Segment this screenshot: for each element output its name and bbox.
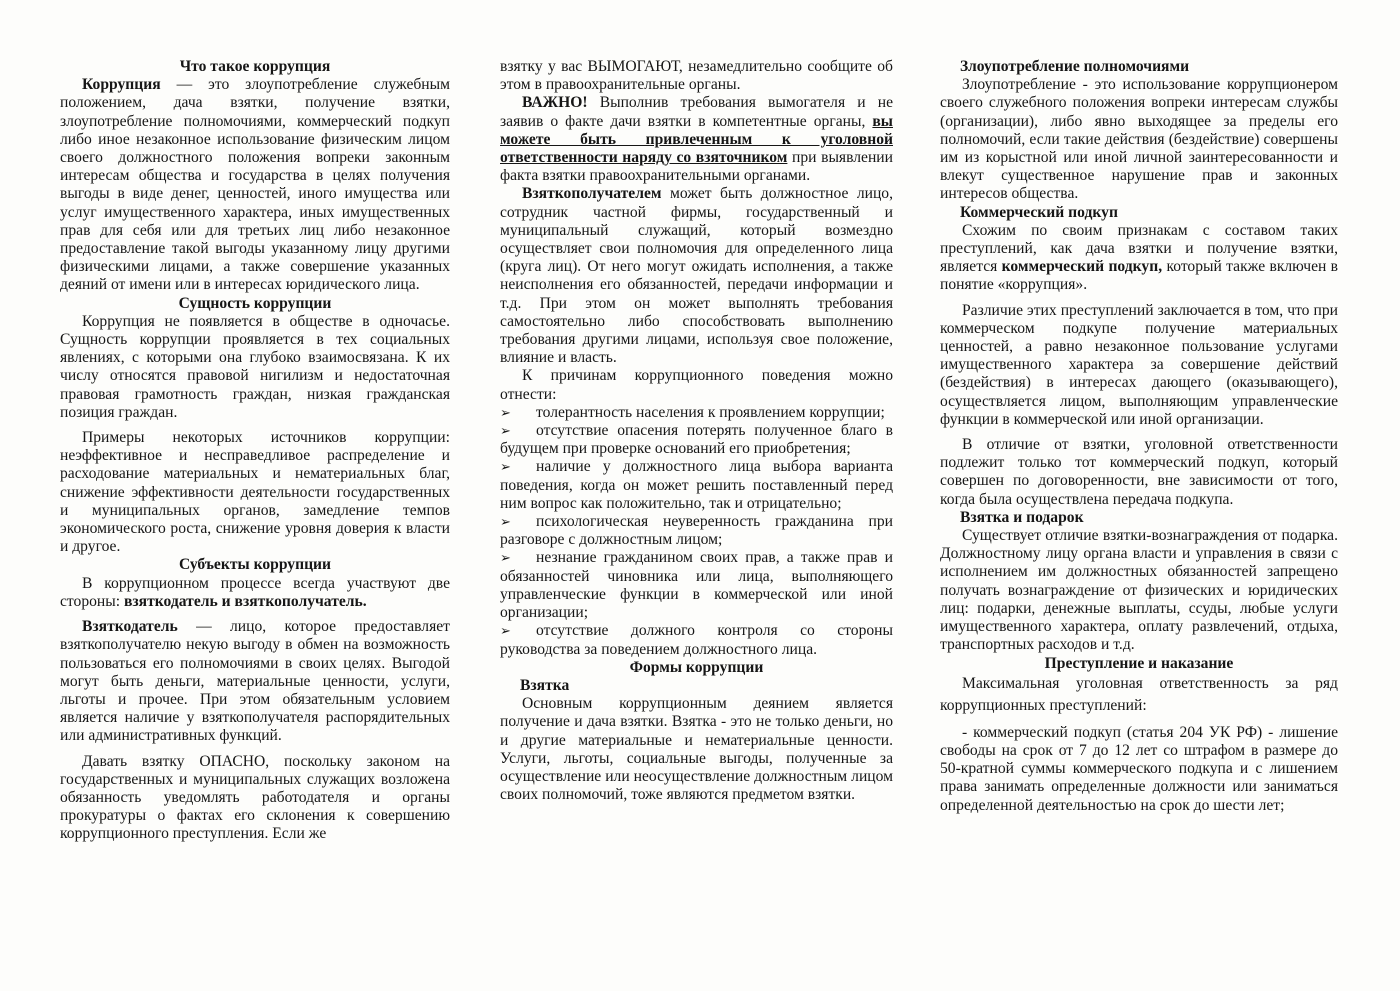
heading-subjects: Субъекты коррупции: [178, 556, 332, 574]
paragraph-causes-intro: К причинам коррупционного поведения можно отнести:: [500, 367, 893, 403]
bold-text: взяткодатель и взяткополучатель.: [123, 592, 367, 610]
column-3: [940, 58, 1338, 815]
paragraph-essence: Коррупция не появляется в обществе в одночасье. Сущность коррупции проявляется в тех социальных явлениях, с которыми она глубоко взаимосвязана. К их числу относятся правовой нигилизм и недостаточная правовая грамотность граждан, низкая гражданская позиция граждан.: [60, 312, 450, 421]
important-label: ВАЖНО!: [522, 94, 588, 112]
heading-what-is-corruption: Что такое коррупция: [179, 58, 331, 75]
arrow-bullet-icon: ➢: [500, 404, 511, 420]
arrow-bullet-icon: ➢: [500, 459, 511, 475]
list-item-text: толерантность населения к проявлением коррупции;: [536, 403, 885, 421]
paragraph-bribe: Основным коррупционным деянием является получение и дача взятки. Взятка - это не только деньги, но и другие материальные и нематериальные ценности. Услуги, льготы, социальные выгоды, полученные за осуществление или неосуществление должностным лицом своих полномочий, тоже являются предметом взятки.: [500, 695, 893, 804]
paragraph-corruption-definition: [60, 76, 450, 294]
term-briber: Взяткодатель: [82, 618, 178, 636]
heading-crime-and-punishment: Преступление и наказание: [1044, 654, 1234, 672]
paragraph-important: [500, 94, 893, 185]
paragraph-bribe-taker: [500, 185, 893, 367]
arrow-bullet-icon: ➢: [500, 423, 511, 439]
paragraph-extortion: взятку у вас ВЫМОГАЮТ, незамедлительно сообщите об этом в правоохранительные органы.: [500, 58, 893, 94]
paragraph-article-204: - коммерческий подкуп (статья 204 УК РФ) - лишение свободы на срок от 7 до 12 лет со штрафом в размере до 50-кратной суммы коммерческого подкупа и с лишением права занимать определенные должности или заниматься определенной деятельностью на срок до шести лет;: [940, 723, 1338, 814]
column-2: [500, 58, 893, 804]
underlined-warning: вы можете быть привлеченным к уголовной ответственности наряду со взяточником: [500, 112, 893, 167]
paragraph-commercial-bribery: [940, 222, 1338, 295]
bold-text: коммерческий подкуп,: [1001, 258, 1163, 276]
list-item: [500, 622, 893, 658]
paragraph-text: может быть должностное лицо, сотрудник частной фирмы, государственный и муниципальный служащий, который возмездно осуществляет свои полномочия для определенного лица (круга лиц). От него могут ожидать исполнения, а также неисполнения его обязанностей, передачи информации и т.д. При этом он может выполнять требования самостоятельно либо способствовать выполнению требования другими лицами, используя свое положение, влияние и власть.: [500, 185, 893, 367]
list-item-text: отсутствие должного контроля со стороны руководства за поведением должностного лица.: [500, 622, 893, 658]
paragraph-text: — это злоупотребление служебным положением, дача взятки, получение взятки, злоупотребление полномочиями, коммерческий подкуп либо иное незаконное использование физическим лицом своего должностного положения вопреки законным интересам общества и государства в целях получения выгоды в виде денег, ценностей, иного имущества или услуг имущественного характера, иных имущественных прав для себя или для третьих лиц либо незаконное предоставление такой выгоды указанному лицу другими физическими лицами, а также совершение указанных деяний от имени или в интересах юридического лица.: [60, 76, 450, 294]
list-item: [500, 549, 893, 622]
paragraph-text: — лицо, которое предоставляет взяткополучателю некую выгоду в обмен на возможность пользоваться его полномочиями в своих целях. Выгодой могут быть деньги, материальные ценности, услуги, льготы и прочее. При этом обязательным условием является наличие у взяткополучателя распорядительных или административных функций.: [60, 618, 450, 745]
paragraph-difference: Различие этих преступлений заключается в том, что при коммерческом подкупе получение материальных ценностей, а равно незаконное пользование услугами имущественного характера за совершение действий (бездействия) в интересах дающего (оказывающего), осуществляется лицом, выполняющим управленческие функции в коммерческой или иной организации.: [940, 301, 1338, 428]
paragraph-abuse: Злоупотребление - это использование коррупционером своего служебного положения вопреки интересам службы (организации), либо явно выходящее за пределы его полномочий, если такие действия (бездействие) совершены им из корыстной или иной личной заинтересованности и влекут существенное нарушение прав и законных интересов общества.: [940, 76, 1338, 203]
list-item: [500, 422, 893, 458]
paragraph-two-sides: [60, 575, 450, 611]
heading-forms: Формы коррупции: [629, 658, 764, 676]
paragraph-danger: Давать взятку ОПАСНО, поскольку законом на государственных и муниципальных служащих возложена обязанность уведомлять работодателя и органы прокуратуры о фактах его склонения к совершению коррупционного преступления. Если же: [60, 752, 450, 843]
term-corruption: Коррупция: [82, 76, 161, 94]
paragraph-sources: Примеры некоторых источников коррупции: неэффективное и несправедливое распределение и расходование материальных и нематериальных благ, снижение эффективности деятельности государственных и муниципальных органов, замедление темпов экономического роста, снижение уровня доверия к власти и другое.: [60, 429, 450, 556]
list-item: [500, 458, 893, 513]
list-item-text: наличие у должностного лица выбора варианта поведения, когда он может решить поставленный перед ним вопрос как положительно, так и отрицательно;: [500, 458, 893, 512]
paragraph-gift: Существует отличие взятки-вознаграждения от подарка. Должностному лицу органа власти и управления в связи с исполнением им должностных обязанностей запрещено получать вознаграждение от физических и юридических лиц: подарки, денежные выплаты, ссуды, любые услуги имущественного характера, оплату развлечений, отдыха, транспортных расходов и т.д.: [940, 527, 1338, 654]
list-item-text: психологическая неуверенность гражданина при разговоре с должностным лицом;: [500, 513, 893, 549]
list-item-text: незнание гражданином своих прав, а также прав и обязанностей чиновника или лица, выполняющего управленческие функции в коммерческой или иной организации;: [500, 549, 893, 622]
paragraph-liability: В отличие от взятки, уголовной ответственности подлежит только тот коммерческий подкуп, который совершен по договоренности, вне зависимости от того, когда была осуществлена передача подкупа.: [940, 436, 1338, 508]
heading-bribe-and-gift: Взятка и подарок: [960, 508, 1084, 526]
arrow-bullet-icon: ➢: [500, 550, 511, 566]
paragraph-text: который также включен в понятие «коррупция».: [940, 258, 1339, 294]
paragraph-text: при выявлении факта взятки правоохранительными органами.: [500, 149, 893, 185]
paragraph-briber: [60, 618, 450, 745]
list-item: [500, 404, 893, 422]
term-bribe-taker: Взяткополучателем: [522, 185, 662, 203]
arrow-bullet-icon: ➢: [500, 514, 511, 530]
arrow-bullet-icon: ➢: [500, 623, 511, 639]
paragraph-max-liability: Максимальная уголовная ответственность за ряд коррупционных преступлений:: [940, 674, 1338, 714]
heading-essence: Сущность коррупции: [178, 294, 332, 312]
heading-abuse-of-power: Злоупотребление полномочиями: [960, 58, 1190, 75]
heading-commercial-bribery: Коммерческий подкуп: [960, 203, 1118, 221]
column-1: [60, 58, 450, 844]
heading-bribe: Взятка: [520, 676, 570, 694]
paragraph-text: Схожим по своим признакам с составом таких преступлений, как дача взятки и получение взятки, является: [940, 221, 1338, 276]
list-item: [500, 513, 893, 549]
list-item-text: отсутствие опасения потерять полученное благо в будущем при проверке оснований его приобретения;: [500, 422, 893, 458]
paragraph-text: Выполнив требования вымогателя и не заявив о факте дачи взятки в компетентные органы,: [500, 94, 893, 130]
paragraph-text: В коррупционном процессе всегда участвуют две стороны:: [60, 574, 450, 610]
